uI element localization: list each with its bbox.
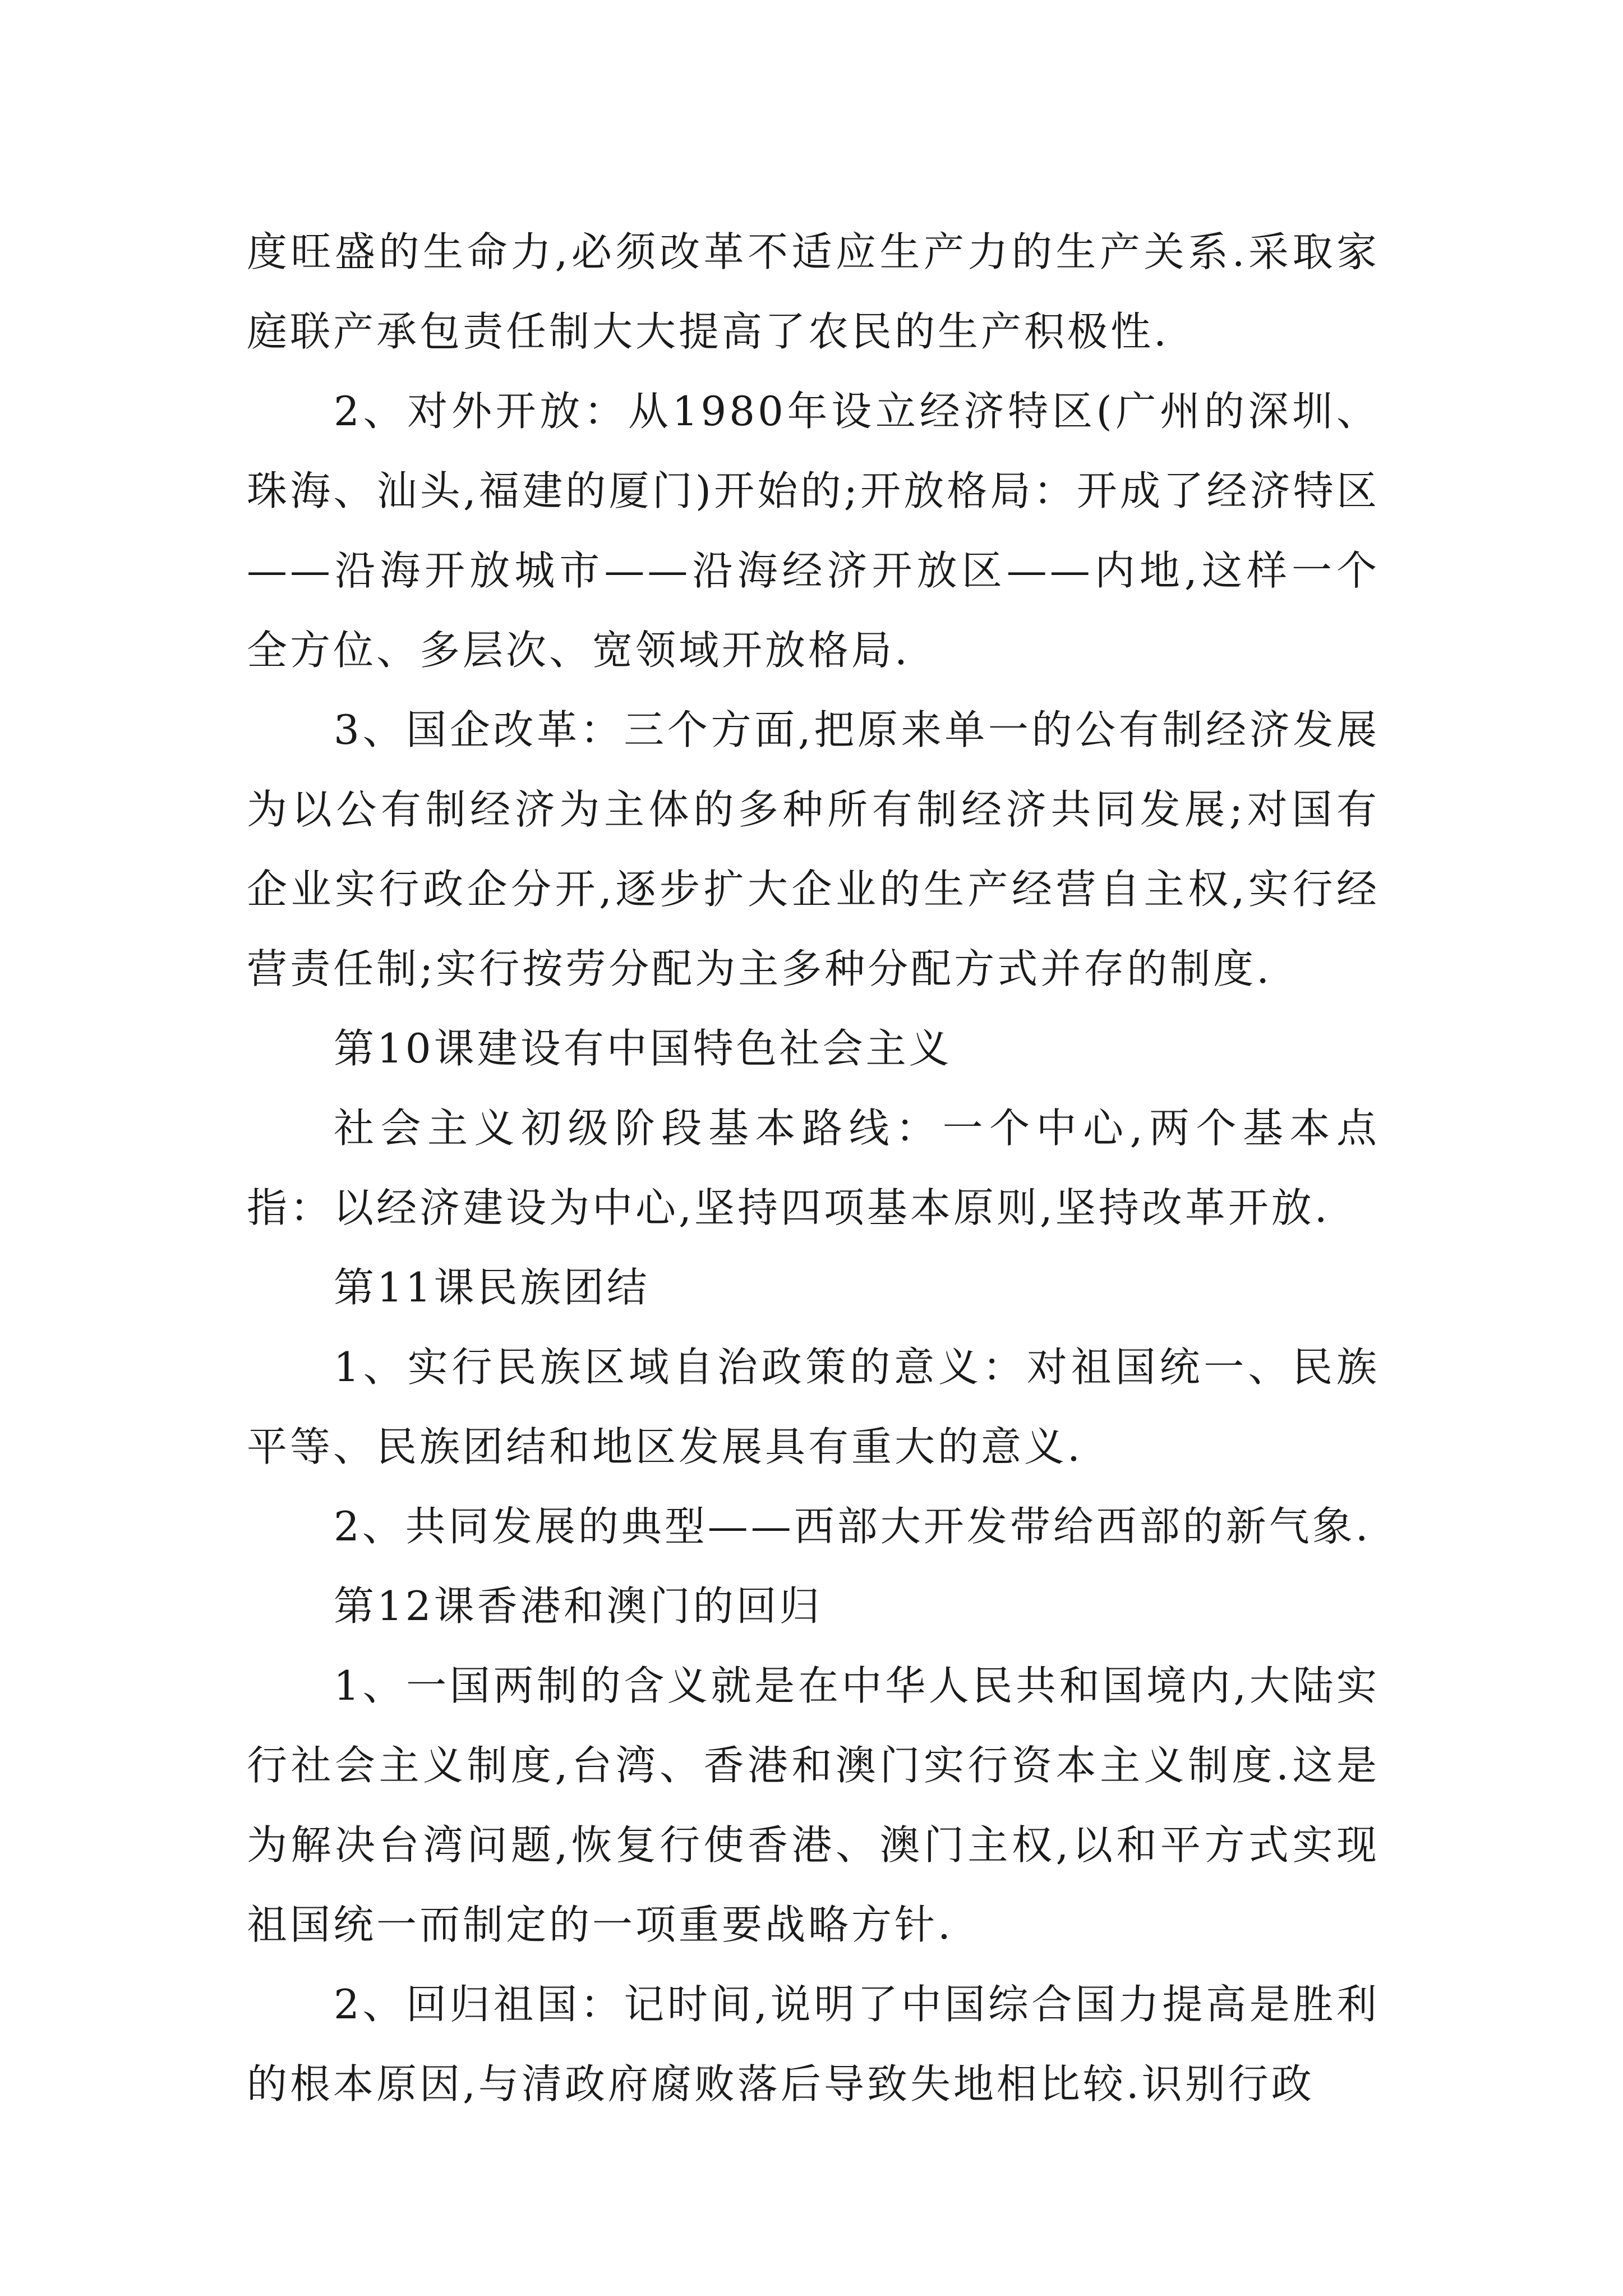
paragraph-basic-line: 社会主义初级阶段基本路线：一个中心,两个基本点指：以经济建设为中心,坚持四项基本原则,坚持改革开放. [247,1105,1380,1231]
lesson-10-heading: 第10课建设有中国特色社会主义 [334,1025,952,1072]
paragraph-western-development: 2、共同发展的典型——西部大开发带给西部的新气象. [334,1503,1371,1550]
paragraph-continuation: 度旺盛的生命力,必须改革不适应生产力的生产关系.采取家庭联产承包责任制大大提高了农民的生产积极性. [247,228,1380,355]
lesson-11-heading: 第11课民族团结 [334,1264,650,1311]
lesson-12-heading: 第12课香港和澳门的回归 [334,1582,823,1630]
document-body [247,212,1380,2124]
paragraph-return-to-motherland: 2、回归祖国：记时间,说明了中国综合国力提高是胜利的根本原因,与清政府腐败落后导致失地相比较.识别行政 [247,1981,1380,2108]
paragraph-one-country-two-systems: 1、一国两制的含义就是在中华人民共和国境内,大陆实行社会主义制度,台湾、香港和澳门实行资本主义制度.这是为解决台湾问题,恢复行使香港、澳门主权,以和平方式实现祖国统一而制定的一项重要战略方针. [247,1662,1380,1948]
paragraph-regional-autonomy: 1、实行民族区域自治政策的意义：对祖国统一、民族平等、民族团结和地区发展具有重大的意义. [247,1343,1380,1470]
paragraph-opening-up: 2、对外开放：从1980年设立经济特区(广州的深圳、珠海、汕头,福建的厦门)开始的;开放格局：开成了经济特区——沿海开放城市——沿海经济开放区——内地,这样一个全方位、多层次、宽领域开放格局. [247,388,1380,674]
paragraph-soe-reform: 3、国企改革：三个方面,把原来单一的公有制经济发展为以公有制经济为主体的多种所有制经济共同发展;对国有企业实行政企分开,逐步扩大企业的生产经营自主权,实行经营责任制;实行按劳分配为主多种分配方式并存的制度. [247,706,1380,992]
